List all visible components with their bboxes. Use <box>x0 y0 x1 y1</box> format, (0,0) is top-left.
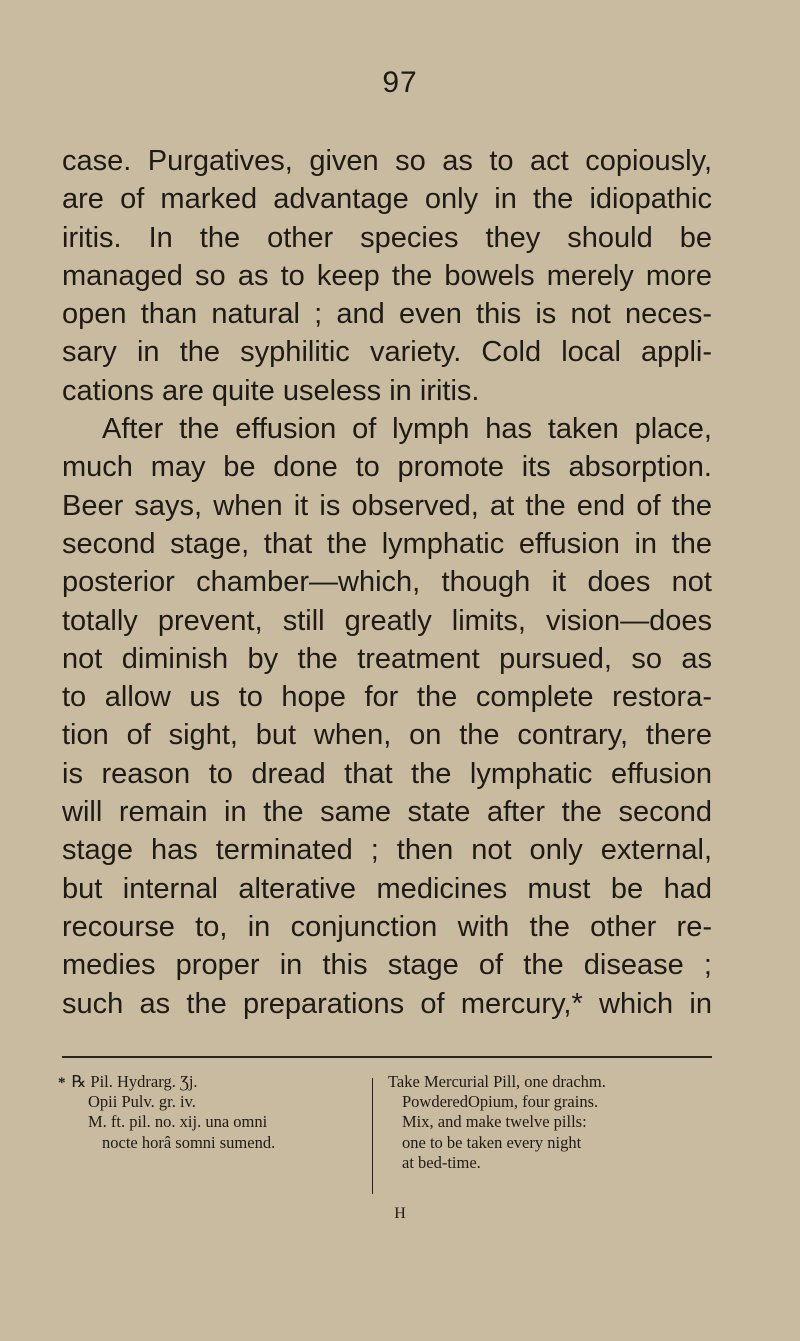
footnote-line <box>58 1072 370 1092</box>
footnote-divider <box>372 1078 373 1194</box>
text-line: will remain in the same state after the second <box>62 796 712 829</box>
signature-mark: H <box>394 1205 406 1222</box>
footnote-line: Take Mercurial Pill, one drachm. <box>388 1072 606 1091</box>
footnote-line-text: ℞ Pil. Hydrarg. Ʒj. <box>71 1072 198 1091</box>
text-line: totally prevent, still greatly limits, vision—does <box>62 604 712 637</box>
text-line: not diminish by the treatment pursued, so as <box>62 642 712 675</box>
text-line: managed so as to keep the bowels merely more <box>62 259 712 292</box>
text-line: sary in the syphilitic variety. Cold local appli- <box>62 336 712 369</box>
text-line: are of marked advantage only in the idiopathic <box>62 183 712 216</box>
text-line: second stage, that the lymphatic effusion in the <box>62 527 712 560</box>
footnote-prescription-latin <box>58 1072 370 1153</box>
text-line: After the effusion of lymph has taken place, <box>102 413 712 446</box>
footnote-line: at bed-time. <box>402 1152 481 1172</box>
footnote-line: nocte horâ somni sumend. <box>102 1132 276 1152</box>
text-line: but internal alterative medicines must be had <box>62 872 712 905</box>
text-line: tion of sight, but when, on the contrary, there <box>62 719 712 752</box>
text-line: case. Purgatives, given so as to act copiously, <box>62 145 712 177</box>
footnote-rule <box>62 1056 712 1058</box>
footnote-line: PowderedOpium, four grains. <box>402 1092 599 1112</box>
text-line: much may be done to promote its absorption. <box>62 451 712 484</box>
text-line: such as the preparations of mercury,* which in <box>62 987 712 1020</box>
text-line: cations are quite useless in iritis. <box>62 374 480 407</box>
text-line: posterior chamber—which, though it does not <box>62 566 712 599</box>
text-line: stage has terminated ; then not only external, <box>62 834 712 867</box>
footnote-line: M. ft. pil. no. xij. una omni <box>88 1112 268 1132</box>
text-line: medies proper in this stage of the disease ; <box>62 949 712 982</box>
body-text <box>62 142 712 1023</box>
text-line: Beer says, when it is observed, at the end of the <box>62 489 712 522</box>
footnote-line: Mix, and make twelve pills: <box>402 1112 587 1132</box>
text-line: open than natural ; and even this is not neces- <box>62 298 712 331</box>
footnote-line: Opii Pulv. gr. iv. <box>88 1092 196 1112</box>
page-number: 97 <box>382 66 418 99</box>
text-line: is reason to dread that the lymphatic effusion <box>62 757 712 790</box>
footnote-line: one to be taken every night <box>402 1132 582 1152</box>
text-line: iritis. In the other species they should be <box>62 221 712 254</box>
footnote-prescription-english <box>388 1072 713 1173</box>
text-line: to allow us to hope for the complete restora- <box>62 681 712 714</box>
text-line: recourse to, in conjunction with the other re- <box>62 910 712 943</box>
footnote-marker: * <box>58 1075 66 1091</box>
